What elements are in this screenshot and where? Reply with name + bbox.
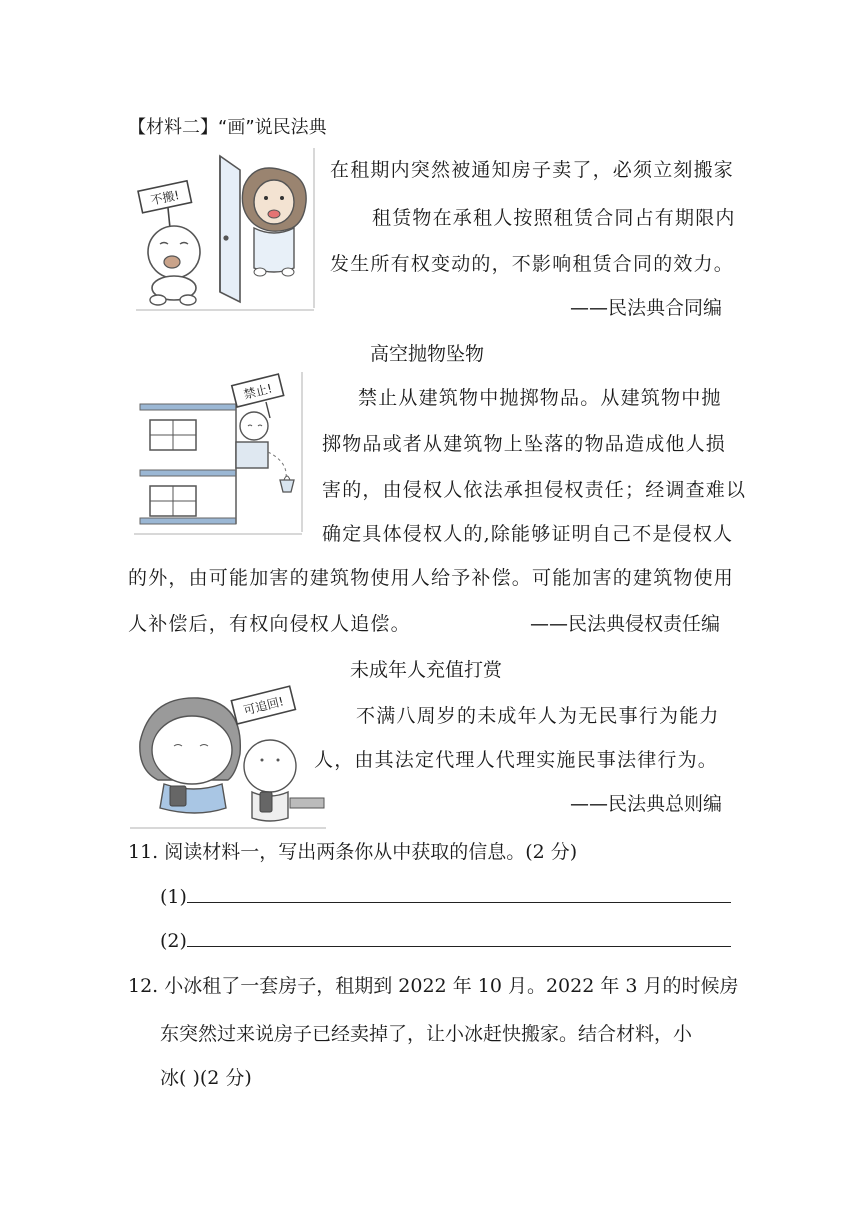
section-title: 【材料二】“画”说民法典 — [128, 117, 327, 138]
item-1-line-2: 发生所有权变动的，不影响租赁合同的效力。 — [330, 253, 735, 275]
item-2-line-2: 掷物品或者从建筑物上坠落的物品造成他人损 — [322, 433, 727, 455]
item-1-line-1: 租赁物在承租人按照租赁合同占有期限内 — [372, 207, 736, 229]
item-2-heading: 高空抛物坠物 — [370, 343, 485, 365]
sign-text-3: 可追回! — [242, 694, 286, 718]
item-1-source: ——民法典合同编 — [570, 297, 723, 319]
question-11-label-2: (2) — [160, 930, 187, 952]
item-2-source: ——民法典侵权责任编 — [530, 613, 721, 635]
item-3-heading: 未成年人充值打赏 — [350, 659, 503, 681]
question-11-answer-2 — [160, 928, 731, 953]
answer-line-2[interactable] — [187, 928, 731, 947]
item-2-line-4: 确定具体侵权人的,除能够证明自己不是侵权人 — [322, 523, 734, 545]
answer-line-1[interactable] — [187, 884, 731, 903]
question-11-text: 11. 阅读材料一，写出两条你从中获取的信息。(2 分) — [128, 841, 578, 863]
item-1-heading: 在租期内突然被通知房子卖了，必须立刻搬家 — [330, 159, 735, 181]
item-2-line-5: 的外，由可能加害的建筑物使用人给予补偿。可能加害的建筑物使用 — [128, 567, 735, 589]
question-12-line-2: 东突然过来说房子已经卖掉了，让小冰赶快搬家。结合材料，小 — [160, 1023, 693, 1045]
question-11-label-1: (1) — [160, 886, 187, 908]
question-12-line-1: 12. 小冰租了一套房子，租期到 2022 年 10 月。2022 年 3 月的时候房 — [128, 975, 739, 997]
item-2-line-6: 人补偿后，有权向侵权人追偿。 — [128, 613, 411, 635]
question-12-line-3: 冰( )(2 分) — [160, 1067, 252, 1089]
minor-recharge-illustration — [130, 680, 330, 830]
sign-text-2: 禁止! — [242, 381, 274, 402]
falling-object-illustration — [134, 372, 306, 538]
sign-text-1: 不搬! — [149, 187, 181, 208]
item-2-line-1: 禁止从建筑物中抛掷物品。从建筑物中抛 — [358, 387, 722, 409]
item-3-line-1: 不满八周岁的未成年人为无民事行为能力 — [356, 705, 720, 727]
question-11-answer-1 — [160, 884, 731, 909]
item-3-line-2: 人，由其法定代理人代理实施民事法律行为。 — [314, 749, 719, 771]
item-3-source: ——民法典总则编 — [570, 793, 723, 815]
moving-illustration — [136, 148, 320, 314]
item-2-line-3: 害的，由侵权人依法承担侵权责任；经调查难以 — [322, 479, 747, 501]
